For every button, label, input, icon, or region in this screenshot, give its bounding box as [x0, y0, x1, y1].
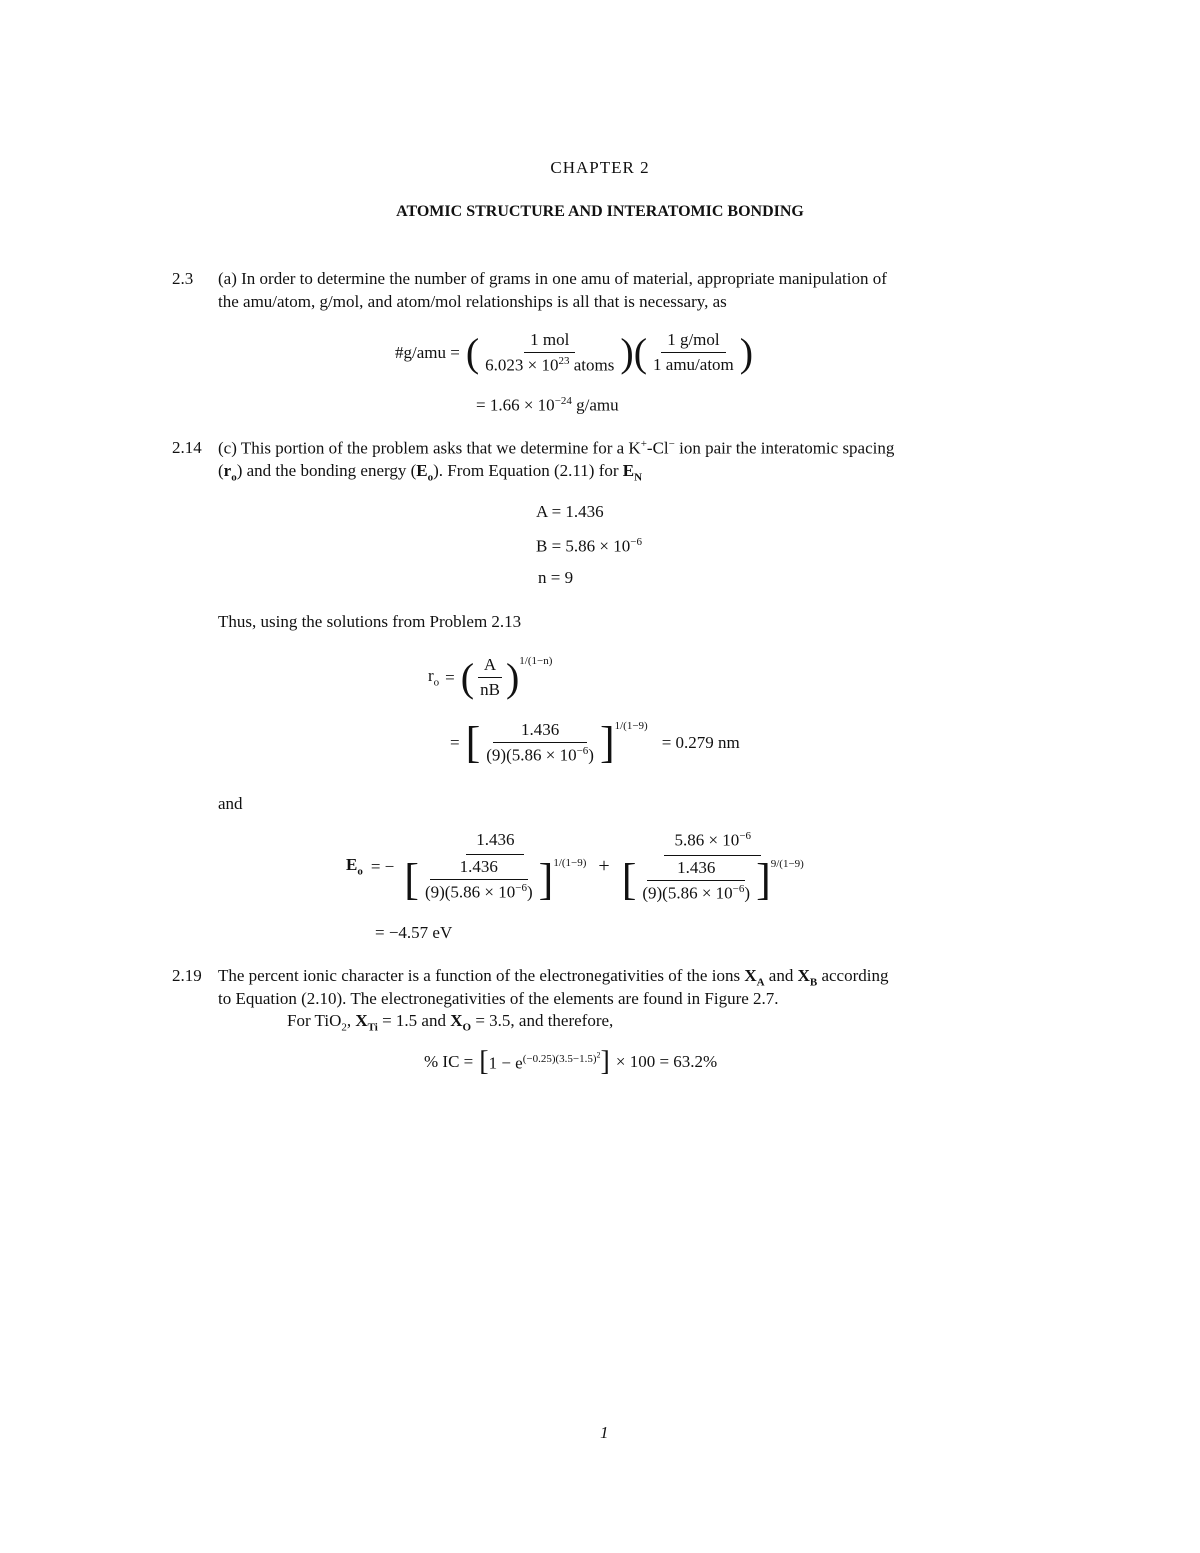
- eo-term1-inner-frac: [419, 857, 539, 903]
- thus-text: Thus, using the solutions from Problem 2.13: [218, 612, 522, 631]
- eo-lhs: $E_o$: [346, 855, 363, 878]
- ro-equation: [428, 655, 552, 700]
- ic-rhs: × 100 = 63.2%: [615, 1052, 718, 1071]
- problem-2-19-line3: For TiO$_2$, $X_{Ti} = 1.5$ and $X_O = 3.5$, and therefore,: [287, 1011, 614, 1034]
- constant-n: n = 9: [538, 568, 574, 587]
- problem-2-3-line2: the amu/atom, g/mol, and atom/mol relationships is all that is necessary, as: [218, 292, 727, 311]
- bracket-close: ]: [538, 855, 554, 905]
- equals-sign: =: [450, 732, 460, 752]
- page-number: 1: [600, 1423, 609, 1442]
- amu-frac2-num: 1 g/mol: [661, 330, 725, 353]
- ro-result: = 0.279 nm: [661, 732, 740, 752]
- ro-value-exponent: 1/(1−9): [614, 720, 648, 732]
- bracket-open: [: [404, 855, 419, 905]
- amu-frac1-num: 1 mol: [524, 330, 575, 353]
- ro-frac-den: nB: [480, 680, 500, 699]
- constant-a: A = 1.436: [536, 502, 604, 521]
- eo-term2-exponent: 9/(1−9): [770, 857, 804, 870]
- bracket-open: [: [621, 855, 637, 905]
- problem-number-2-3: 2.3: [172, 269, 194, 288]
- paren-open: (: [465, 329, 480, 375]
- bracket-close: ]: [600, 1046, 610, 1077]
- eo-result: = −4.57 eV: [375, 923, 453, 942]
- eo-term2-inner-num: 1.436: [647, 858, 745, 881]
- eo-term1: [398, 830, 592, 903]
- ic-inner: $1 - e^{(-0.25)(3.5-1.5)^2}$: [488, 1050, 601, 1073]
- amu-frac1-den: $6.023 \times 10^{23}$ atoms: [485, 355, 615, 375]
- amu-frac2: [647, 330, 740, 375]
- amu-frac1: [479, 330, 620, 376]
- eo-term1-den: [398, 855, 592, 903]
- ro-value-num: 1.436: [493, 720, 587, 743]
- bracket-close: ]: [756, 855, 771, 905]
- ic-lhs: % IC =: [424, 1052, 474, 1071]
- eo-term2-inner-den: $(9)(5.86 \times 10^{-6})$: [642, 882, 751, 903]
- problem-number-2-19: 2.19: [172, 966, 202, 985]
- ro-value-den: $(9)(5.86 \times 10^{-6})$: [486, 745, 594, 765]
- equals-sign: =: [445, 667, 455, 687]
- problem-2-19-line1: The percent ionic character is a function of the electronegativities of the ions $X_A$ and $X_B$ according: [218, 966, 889, 989]
- paren-close: ): [620, 329, 634, 375]
- eo-term2-num: $5.86 \times 10^{-6}$: [664, 830, 761, 856]
- eo-term1-exponent: 1/(1−9): [553, 857, 587, 870]
- ro-value-equation: [450, 717, 740, 767]
- problem-number-2-14: 2.14: [172, 438, 202, 457]
- chapter-title: ATOMIC STRUCTURE AND INTERATOMIC BONDING: [396, 203, 804, 220]
- bracket-open: [: [465, 717, 481, 767]
- problem-2-3-line1: (a) In order to determine the number of grams in one amu of material, appropriate manipulation of: [218, 269, 887, 288]
- amu-frac2-den: 1 amu/atom: [653, 355, 734, 375]
- amu-eq-lhs: #g/amu =: [395, 342, 460, 362]
- problem-2-14-line1: (c) This portion of the problem asks that we determine for a K+-Cl− ion pair the interatomic spacing: [218, 438, 895, 458]
- paren-open: (: [460, 654, 475, 700]
- amu-result: = $1.66 \times 10^{-24}$ g/amu: [476, 395, 619, 415]
- eo-term1-num: 1.436: [466, 830, 524, 855]
- eo-term2: [616, 830, 810, 903]
- amu-equation: [395, 330, 753, 376]
- ic-equation: [424, 1048, 717, 1076]
- plus-sign: +: [598, 855, 610, 878]
- ro-lhs: $r_o$: [428, 666, 440, 689]
- eo-equation: [346, 830, 810, 903]
- problem-2-19-line2: to Equation (2.10). The electronegativities of the elements are found in Figure 2.7.: [218, 989, 779, 1008]
- eo-term1-inner-num: 1.436: [430, 857, 528, 880]
- constant-b: $B = 5.86 \times 10^{-6}$: [536, 536, 642, 556]
- paren-close: ): [739, 329, 754, 375]
- bracket-close: ]: [599, 717, 615, 767]
- eo-equals: = −: [370, 856, 395, 876]
- paren-close: ): [505, 654, 520, 700]
- ro-frac-num: A: [478, 655, 502, 678]
- bracket-open: [: [479, 1046, 489, 1077]
- eo-term1-inner-den: $(9)(5.86 \times 10^{-6})$: [424, 882, 533, 902]
- ro-frac: [474, 655, 506, 700]
- ro-value-frac: [480, 720, 600, 766]
- paren-open: (: [633, 329, 648, 375]
- problem-2-14-line2: $(r_o)$ and the bonding energy $(E_o)$. From Equation (2.11) for $E_N$: [218, 461, 643, 484]
- eo-term2-den: [616, 856, 810, 904]
- eo-term2-inner-frac: [636, 858, 756, 904]
- ro-exponent: 1/(1−n): [519, 655, 553, 667]
- chapter-label: CHAPTER 2: [550, 158, 650, 177]
- and-text: and: [218, 794, 243, 813]
